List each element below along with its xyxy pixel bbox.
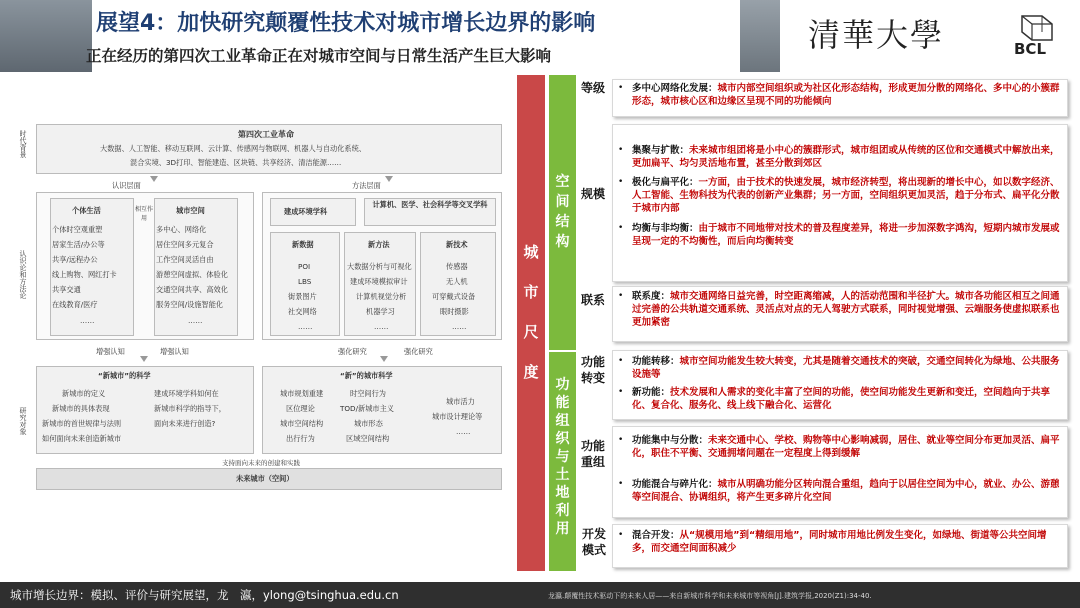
space-item: 服务空间/设施智能化	[156, 300, 224, 309]
func-char: 组	[555, 413, 570, 429]
arrow-down-icon	[380, 356, 388, 362]
bullet-icon: •	[618, 479, 624, 489]
nc-question: 面向未来进行创造?	[154, 419, 216, 428]
item-multicenter	[632, 82, 1062, 108]
func-char: 能	[555, 395, 570, 411]
nc-question: 新城市科学的指导下，	[154, 404, 226, 413]
item-new-function	[632, 386, 1062, 412]
tag-enhance: 增强认知	[96, 347, 125, 356]
life-item: 在线教育/医疗	[52, 300, 98, 309]
scale-char: 度	[523, 363, 539, 381]
urban-space-title: 城市空间	[176, 206, 205, 215]
us-item: 城市空间结构	[280, 419, 324, 428]
method-item: 建成环境模拟审计	[350, 277, 408, 286]
us-item: 区域空间结构	[346, 434, 390, 443]
space-char: 构	[555, 234, 570, 250]
nc-item: 如何面向未来创造新城市	[42, 434, 122, 443]
individual-life-title: 个体生活	[72, 206, 101, 215]
interaction-label: 相互作用	[135, 206, 154, 222]
tag-strengthen: 强化研究	[404, 347, 433, 356]
space-item: 多中心、网络化	[156, 225, 207, 234]
item-key: 混合开发：	[632, 530, 680, 541]
space-item: 居住空间多元复合	[156, 240, 214, 249]
tag-enhance: 增强认知	[160, 347, 189, 356]
item-key: 功能转移：	[632, 356, 680, 367]
category-function-shift: 功能转变	[580, 355, 605, 385]
header	[0, 0, 1080, 72]
side-label-object: 研究对象	[19, 407, 27, 435]
bullet-icon: •	[618, 356, 624, 366]
space-char: 间	[555, 194, 570, 210]
new-tech-title: 新技术	[446, 240, 468, 249]
bullet-icon: •	[618, 83, 624, 93]
method-item: 机器学习	[366, 307, 395, 316]
item-agglomeration	[632, 144, 1062, 170]
page-subtitle: 正在经历的第四次工业革命正在对城市空间与日常生活产生巨大影响	[86, 47, 552, 65]
revolution-line1: 大数据、人工智能、移动互联网、云计算、传感网与物联网、机器人与自动化系统、	[100, 144, 366, 153]
func-char: 利	[555, 503, 570, 519]
item-value: 未来交通中心、学校、购物等中心影响减弱，居住、就业等空间分布更加灵活、扁平化，职住不平衡、交通拥堵问题在一定程度上得到缓解	[632, 435, 1060, 459]
footer-citation: 龙瀛.颠覆性技术驱动下的未来人居——来自新城市科学和未来城市等视角[J].建筑学报,2020(Z1):34-40.	[548, 592, 872, 600]
item-value: 由于城市不同地带对技术的普及程度差异，将进一步加深数字鸿沟，短期内城市发展或呈现一定的不均衡性，而后向均衡转变	[632, 223, 1060, 247]
func-char: 功	[555, 377, 570, 393]
bullet-icon: •	[618, 530, 624, 540]
item-key: 集聚与扩散：	[632, 145, 690, 156]
page-title: 展望4：加快研究颠覆性技术对城市增长边界的影响	[96, 11, 596, 36]
framework-diagram	[0, 72, 512, 582]
life-item: 线上购物、网红打卡	[52, 270, 117, 279]
nc-item: 新城市的具体表现	[52, 404, 110, 413]
us-item: 城市设计理论等	[432, 412, 483, 421]
spatial-structure-column	[549, 75, 576, 350]
revolution-line2: 混合实境、3D打印、智能建造、区块链、共享经济、清洁能源……	[130, 158, 342, 167]
method-item: 计算机视觉分析	[356, 292, 407, 301]
footer-author: 城市增长边界：模拟、评价与研究展望，龙 瀛，ylong@tsinghua.edu.cn	[10, 588, 399, 602]
us-item: 城市形态	[354, 419, 383, 428]
bullet-icon: •	[618, 435, 624, 445]
item-value: 城市空间功能发生较大转变，尤其是随着交通技术的突破，交通空间转化为绿地、公共服务设施等	[632, 356, 1060, 380]
space-char: 结	[555, 214, 570, 230]
data-item: ……	[298, 322, 313, 331]
us-item: 时空间行为	[350, 389, 386, 398]
bullet-icon: •	[618, 177, 624, 187]
nc-item: 新城市的首世规律与法则	[42, 419, 122, 428]
func-char: 地	[555, 485, 570, 501]
item-function-mix	[632, 478, 1062, 504]
cross-discipline-title: 计算机、医学、社会科学等交叉学科	[372, 200, 488, 209]
data-item: LBS	[298, 277, 312, 286]
tsinghua-logo: 清華大學	[808, 16, 945, 54]
built-env-title: 建成环境学科	[284, 207, 328, 216]
tech-item: 传感器	[446, 262, 468, 271]
space-char: 空	[555, 174, 570, 190]
life-item: ……	[80, 316, 95, 325]
support-label: 支持面向未来的创建和实践	[222, 459, 300, 467]
space-item: ……	[188, 316, 203, 325]
bullet-icon: •	[618, 145, 624, 155]
item-connectivity	[632, 290, 1062, 329]
life-item: 居家生活/办公等	[52, 240, 105, 249]
method-item: 大数据分析与可视化	[347, 262, 412, 271]
us-item: 区位理论	[286, 404, 315, 413]
bullet-icon: •	[618, 387, 624, 397]
urban-scale-column	[517, 75, 545, 571]
item-value: 城市交通网络日益完善，时空距离缩减，人的活动范围和半径扩大。城市各功能区相互之间通过完善的公共轨道交通系统、灵活点对点的无人驾驶方式联系，同时视觉增强、云端服务使虚拟联系也更加紧密	[632, 291, 1060, 328]
scale-char: 城	[523, 243, 539, 261]
category-connection: 联系	[580, 293, 605, 307]
life-item: 共享/远程办公	[52, 255, 98, 264]
category-dev-mode: 开发模式	[581, 527, 606, 557]
item-key: 功能集中与分散：	[632, 435, 709, 446]
bullet-icon: •	[618, 223, 624, 233]
item-key: 功能混合与碎片化：	[632, 479, 718, 490]
func-char: 织	[555, 431, 570, 447]
item-value: 城市从明确功能分区转向混合重组，趋向于以居住空间为中心，就业、办公、游憩等空间混合、协调组织，将产生更多碎片化空间	[632, 479, 1060, 503]
bcl-logo-text: BCL	[1014, 40, 1046, 58]
future-city-title: 未来城市（空间）	[236, 474, 294, 483]
revolution-title: 第四次工业革命	[238, 130, 294, 139]
us-item: 出行行为	[286, 434, 315, 443]
item-value: 城市内部空间组织或为社区化形态结构，形成更加分散的网络化、多中心的小簇群形态，城市核心区和边缘区呈现不同的功能倾向	[632, 83, 1060, 107]
func-char: 与	[555, 449, 570, 465]
item-key: 均衡与非均衡：	[632, 223, 699, 234]
category-function-reorg: 功能重组	[580, 439, 605, 469]
data-item: 街景图片	[288, 292, 317, 301]
item-key: 极化与扁平化：	[632, 177, 699, 188]
new-method-title: 新方法	[368, 240, 390, 249]
header-image-left	[0, 0, 92, 72]
us-item: TOD/新城市主义	[340, 404, 394, 413]
us-item: ……	[456, 427, 471, 436]
tech-item: ……	[452, 322, 467, 331]
life-item: 共享交通	[52, 285, 81, 294]
arrow-down-icon	[385, 176, 393, 182]
item-key: 新功能：	[632, 387, 671, 398]
nc-item: 新城市的定义	[62, 389, 106, 398]
arrow-down-icon	[150, 176, 158, 182]
new-city-science-title: “新城市”的科学	[98, 371, 151, 380]
tag-method: 方法层面	[352, 181, 381, 190]
item-function-transfer	[632, 355, 1062, 381]
item-value: 技术发展和人需求的变化丰富了空间的功能，使空间功能发生更新和变迁，空间趋向于共享化、复合化、服务化、线上线下融合化、运营化	[632, 387, 1051, 411]
tag-strengthen: 强化研究	[338, 347, 367, 356]
tech-item: 可穿戴式设备	[432, 292, 476, 301]
item-balance	[632, 222, 1062, 248]
function-landuse-column	[549, 352, 576, 571]
new-urban-science-title: “新”的城市科学	[340, 371, 393, 380]
space-item: 游憩空间虚拟、体验化	[156, 270, 228, 279]
life-item: 个体时空观重塑	[52, 225, 103, 234]
func-char: 用	[555, 521, 570, 537]
header-image-right	[740, 0, 780, 72]
side-label-era: 时代背景	[19, 130, 27, 158]
method-item: ……	[374, 322, 389, 331]
new-data-title: 新数据	[292, 240, 314, 249]
category-scale: 规模	[580, 187, 605, 201]
us-item: 城市规划重建	[280, 389, 324, 398]
item-value: 一方面，由于技术的快速发展，城市经济转型，将出现新的增长中心，如以数字经济、人工智能、生物科技为代表的创新产业集群；另一方面，空间组织更加灵活，趋于分布式、扁平化分散于城市内部	[632, 177, 1060, 214]
tech-item: 无人机	[446, 277, 468, 286]
item-function-concentration	[632, 434, 1062, 460]
scale-char: 市	[523, 283, 539, 301]
data-item: POI	[298, 262, 311, 271]
space-item: 交通空间共享、高效化	[156, 285, 228, 294]
category-hierarchy: 等级	[580, 81, 605, 95]
item-key: 联系度：	[632, 291, 671, 302]
item-mixed-development	[632, 529, 1062, 555]
nc-question: 建成环境学科如何在	[154, 389, 219, 398]
arrow-down-icon	[140, 356, 148, 362]
item-value: 未来城市组团将是小中心的簇群形式，城市组团或从传统的区位和交通模式中解放出来，更加扁平、均匀灵活地布置，甚至分散到郊区	[632, 145, 1060, 169]
data-item: 社交网络	[288, 307, 317, 316]
scale-char: 尺	[523, 323, 539, 341]
item-polarization	[632, 176, 1062, 215]
side-label-method: 认识论和方法论	[19, 250, 27, 299]
item-value: 从“规模用地”到“精细用地”，同时城市用地比例发生变化，如绿地、街道等公共空间增多，而交通空间面积减少	[632, 530, 1047, 554]
space-item: 工作空间灵活自由	[156, 255, 214, 264]
tech-item: 眼时摄影	[440, 307, 469, 316]
bullet-icon: •	[618, 291, 624, 301]
us-item: 城市活力	[446, 397, 475, 406]
func-char: 土	[555, 467, 570, 483]
item-key: 多中心网络化发展：	[632, 83, 718, 94]
tag-recognize: 认识层面	[112, 181, 141, 190]
